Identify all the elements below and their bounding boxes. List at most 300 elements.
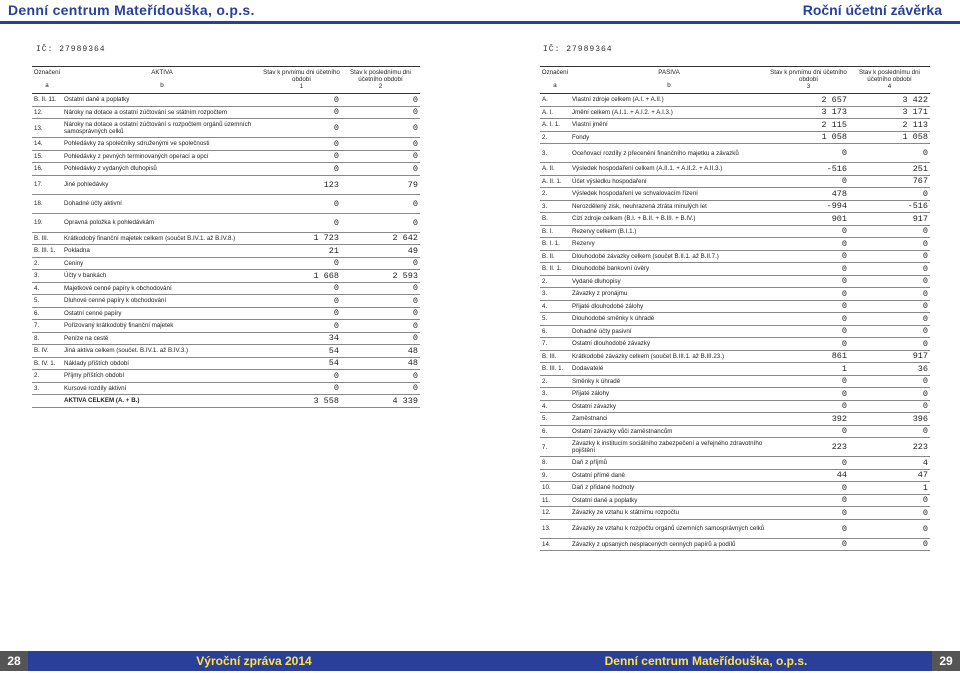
- row-code: 14.: [32, 138, 62, 151]
- table-row: [540, 188, 930, 201]
- row-value-start: 0: [768, 300, 849, 313]
- table-row: [540, 413, 930, 426]
- row-value-end: 1: [849, 482, 930, 495]
- row-value-start: 1: [768, 363, 849, 376]
- row-label: Ostatní závazky: [570, 400, 768, 413]
- row-code: 13.: [540, 519, 570, 538]
- row-value-start: 0: [768, 375, 849, 388]
- col-header-code: Označení a: [540, 67, 570, 94]
- row-value-start: 0: [768, 313, 849, 326]
- row-value-start: 123: [262, 175, 341, 194]
- table-row: [32, 106, 420, 119]
- ico-left: IČ: 27989364: [36, 45, 106, 54]
- row-value-end: 917: [849, 350, 930, 363]
- row-code: 19.: [32, 213, 62, 232]
- col-header-start: Stav k prvnímu dni účetního období 1: [262, 67, 341, 94]
- row-code: 15.: [32, 150, 62, 163]
- row-label: Ostatní závazky vůči zaměstnancům: [570, 425, 768, 438]
- row-value-end: 47: [849, 469, 930, 482]
- row-value-end: 0: [849, 263, 930, 276]
- col-header-end: Stav k poslednímu dni účetního období 4: [849, 67, 930, 94]
- row-code: B.: [540, 213, 570, 226]
- row-value-start: 54: [262, 357, 341, 370]
- row-value-end: 0: [341, 194, 420, 213]
- row-label: Výsledek hospodaření celkem (A.II.1. + A.II.2. + A.II.3.): [570, 163, 768, 176]
- row-label: Dlouhodobé bankovní úvěry: [570, 263, 768, 276]
- row-label: Fondy: [570, 131, 768, 144]
- row-value-start: 0: [262, 320, 341, 333]
- row-value-start: 0: [768, 400, 849, 413]
- table-row: [540, 400, 930, 413]
- table-row: [540, 131, 930, 144]
- row-value-start: 0: [768, 482, 849, 495]
- row-label: Ostatní daně a poplatky: [62, 94, 262, 107]
- row-value-start: 223: [768, 438, 849, 457]
- row-code: 8.: [540, 457, 570, 470]
- table-row: [32, 138, 420, 151]
- row-value-start: 0: [262, 282, 341, 295]
- row-code: 9.: [540, 469, 570, 482]
- row-value-start: 54: [262, 345, 341, 358]
- header-rule: [0, 21, 960, 24]
- row-value-end: 396: [849, 413, 930, 426]
- row-value-end: 0: [341, 370, 420, 383]
- row-value-start: 0: [262, 150, 341, 163]
- row-label: Nároky na dotace a ostatní zúčtování se státním rozpočtem: [62, 106, 262, 119]
- table-row: [540, 375, 930, 388]
- row-label: Ostatní cenné papíry: [62, 307, 262, 320]
- row-label: Oceňovací rozdíly z přecenění finančního majetku a závazků: [570, 144, 768, 163]
- row-value-end: 767: [849, 175, 930, 188]
- row-code: 3.: [32, 382, 62, 395]
- row-code: B. III. 1.: [32, 245, 62, 258]
- row-code: 18.: [32, 194, 62, 213]
- row-label: Pohledávky za společníky sdruženými ve společnosti: [62, 138, 262, 151]
- row-code: 12.: [32, 106, 62, 119]
- row-label: Rezervy celkem (B.I.1.): [570, 225, 768, 238]
- col-header-label: AKTIVA b: [62, 67, 262, 94]
- footer-left-title: Výroční zpráva 2014: [28, 651, 480, 671]
- row-label: Směnky k úhradě: [570, 375, 768, 388]
- table-row: [32, 232, 420, 245]
- row-value-end: 223: [849, 438, 930, 457]
- row-code: 5.: [540, 413, 570, 426]
- row-value-end: 0: [849, 494, 930, 507]
- row-value-start: 44: [768, 469, 849, 482]
- row-code: 2.: [32, 257, 62, 270]
- company-title: Denní centrum Mateřídouška, o.p.s.: [8, 2, 255, 18]
- table-row: [540, 313, 930, 326]
- row-value-end: 0: [849, 300, 930, 313]
- row-value-start: 861: [768, 350, 849, 363]
- row-label: Ostatní dlouhodobé závazky: [570, 338, 768, 351]
- table-row: [540, 175, 930, 188]
- row-label: Dlouhodobé směnky k úhradě: [570, 313, 768, 326]
- row-value-start: 21: [262, 245, 341, 258]
- row-code: 17.: [32, 175, 62, 194]
- row-value-end: 0: [849, 325, 930, 338]
- row-code: B. I. 1.: [540, 238, 570, 251]
- row-label: Peníze na cestě: [62, 332, 262, 345]
- row-code: 3.: [32, 270, 62, 283]
- page-number-left: 28: [0, 651, 28, 671]
- table-row: [540, 250, 930, 263]
- report-title: Roční účetní závěrka: [802, 2, 942, 18]
- row-code: 4.: [540, 400, 570, 413]
- row-label: Náklady příštích období: [62, 357, 262, 370]
- table-row: [540, 494, 930, 507]
- row-label: Jiné pohledávky: [62, 175, 262, 194]
- table-row: [540, 163, 930, 176]
- row-code: 5.: [32, 295, 62, 308]
- table-row: [32, 395, 420, 408]
- row-label: Účty v bankách: [62, 270, 262, 283]
- table-row: [32, 295, 420, 308]
- row-value-end: 0: [849, 238, 930, 251]
- row-label: Závazky ze vztahu k státnímu rozpočtu: [570, 507, 768, 520]
- table-row: [540, 457, 930, 470]
- row-label: Rezervy: [570, 238, 768, 251]
- row-value-start: 3 173: [768, 106, 849, 119]
- row-label: Dluhové cenné papíry k obchodování: [62, 295, 262, 308]
- table-row: [32, 282, 420, 295]
- row-label: Zaměstnanci: [570, 413, 768, 426]
- row-value-end: 0: [341, 295, 420, 308]
- row-label: Příjmy příštích období: [62, 370, 262, 383]
- row-code: 3.: [540, 144, 570, 163]
- row-value-end: 0: [341, 150, 420, 163]
- table-row: [32, 119, 420, 138]
- row-value-start: 392: [768, 413, 849, 426]
- row-value-start: 0: [262, 163, 341, 176]
- row-value-end: 0: [341, 282, 420, 295]
- table-row: [540, 425, 930, 438]
- row-code: 14.: [540, 538, 570, 551]
- row-value-start: 0: [262, 106, 341, 119]
- table-row: [540, 225, 930, 238]
- row-code: B. III.: [32, 232, 62, 245]
- row-value-end: 0: [849, 338, 930, 351]
- row-value-start: 478: [768, 188, 849, 201]
- table-row: [540, 363, 930, 376]
- row-value-end: 0: [849, 250, 930, 263]
- row-label: Dlouhodobé závazky celkem (součet B.II.1. až B.II.7.): [570, 250, 768, 263]
- row-value-end: 49: [341, 245, 420, 258]
- table-row: [540, 482, 930, 495]
- row-value-end: 79: [341, 175, 420, 194]
- row-value-start: 901: [768, 213, 849, 226]
- row-value-end: 0: [341, 163, 420, 176]
- row-value-end: 1 058: [849, 131, 930, 144]
- row-label: Závazky ze vztahu k rozpočtu orgánů územních samosprávných celků: [570, 519, 768, 538]
- row-code: 4.: [32, 282, 62, 295]
- row-value-end: 4 339: [341, 395, 420, 408]
- row-value-end: 0: [341, 138, 420, 151]
- row-code: 2.: [540, 188, 570, 201]
- row-label: Přijaté dlouhodobé zálohy: [570, 300, 768, 313]
- row-code: A.: [540, 94, 570, 107]
- row-label: Krátkodobý finanční majetek celkem (součet B.IV.1. až B.IV.8.): [62, 232, 262, 245]
- row-value-end: 0: [849, 400, 930, 413]
- row-code: 2.: [540, 275, 570, 288]
- table-row: [540, 275, 930, 288]
- table-row: [540, 238, 930, 251]
- footer-right-title: Denní centrum Mateřídouška, o.p.s.: [480, 651, 932, 671]
- row-value-start: 0: [262, 257, 341, 270]
- row-value-end: 36: [849, 363, 930, 376]
- row-code: 13.: [32, 119, 62, 138]
- row-label: Jmění celkem (A.I.1. + A.I.2. + A.I.3.): [570, 106, 768, 119]
- row-label: Dohadné účty aktivní: [62, 194, 262, 213]
- table-row: [540, 388, 930, 401]
- row-code: A. I.: [540, 106, 570, 119]
- row-code: 4.: [540, 300, 570, 313]
- row-label: Účet výsledku hospodaření: [570, 175, 768, 188]
- table-row: [540, 213, 930, 226]
- row-value-end: 2 113: [849, 119, 930, 132]
- row-code: 12.: [540, 507, 570, 520]
- row-code: B. IV.: [32, 345, 62, 358]
- row-value-start: 1 668: [262, 270, 341, 283]
- row-value-end: 2 593: [341, 270, 420, 283]
- row-label: Nerozdělený zisk, neuhrazená ztráta minulých let: [570, 200, 768, 213]
- table-row: [32, 345, 420, 358]
- table-row: [540, 469, 930, 482]
- row-label: Přijaté zálohy: [570, 388, 768, 401]
- row-code: 6.: [540, 425, 570, 438]
- row-value-end: 0: [341, 307, 420, 320]
- row-value-end: 0: [849, 188, 930, 201]
- col-header-start: Stav k prvnímu dni účetního období 3: [768, 67, 849, 94]
- row-code: 6.: [32, 307, 62, 320]
- row-value-end: 917: [849, 213, 930, 226]
- col-header-end: Stav k poslednímu dni účetního období 2: [341, 67, 420, 94]
- row-label: Vlastní zdroje celkem (A.I. + A.II.): [570, 94, 768, 107]
- row-label: Jiná aktiva celkem (součet. B.IV.1. až B.IV.3.): [62, 345, 262, 358]
- row-value-start: 34: [262, 332, 341, 345]
- table-row: [540, 338, 930, 351]
- row-value-end: 0: [849, 288, 930, 301]
- row-value-start: 0: [768, 519, 849, 538]
- ico-right: IČ: 27989364: [543, 45, 613, 54]
- table-row: [32, 94, 420, 107]
- row-value-start: 0: [768, 288, 849, 301]
- table-row: [540, 538, 930, 551]
- row-value-end: 0: [341, 94, 420, 107]
- row-label: Vlastní jmění: [570, 119, 768, 132]
- table-row: [32, 213, 420, 232]
- row-code: 5.: [540, 313, 570, 326]
- row-value-start: 0: [768, 457, 849, 470]
- table-row: [32, 150, 420, 163]
- row-label: Závazky z pronájmu: [570, 288, 768, 301]
- row-code: A. II.: [540, 163, 570, 176]
- row-value-end: 0: [341, 106, 420, 119]
- row-value-end: 0: [849, 507, 930, 520]
- row-code: 2.: [32, 370, 62, 383]
- row-value-start: 0: [768, 175, 849, 188]
- row-label: Dodavatelé: [570, 363, 768, 376]
- table-row: [32, 270, 420, 283]
- row-value-end: 3 422: [849, 94, 930, 107]
- row-code: 7.: [540, 338, 570, 351]
- row-code: B. III.: [540, 350, 570, 363]
- row-code: 6.: [540, 325, 570, 338]
- table-row: [32, 307, 420, 320]
- row-label: Opravná položka k pohledávkám: [62, 213, 262, 232]
- row-value-start: 0: [768, 388, 849, 401]
- row-value-end: 0: [849, 144, 930, 163]
- row-code: B. II. 1.: [540, 263, 570, 276]
- table-row: [32, 257, 420, 270]
- row-value-start: 0: [768, 225, 849, 238]
- row-value-end: 0: [341, 382, 420, 395]
- col-header-label: PASIVA b: [570, 67, 768, 94]
- row-value-end: 3 171: [849, 106, 930, 119]
- row-label: Pokladna: [62, 245, 262, 258]
- row-label: Závazky z upsaných nesplacených cenných papírů a podílů: [570, 538, 768, 551]
- table-row: [32, 332, 420, 345]
- table-row: [540, 350, 930, 363]
- row-value-start: 0: [768, 275, 849, 288]
- table-row: [540, 119, 930, 132]
- row-code: B. III. 1.: [540, 363, 570, 376]
- row-value-start: -994: [768, 200, 849, 213]
- row-code: 3.: [540, 200, 570, 213]
- row-code: 10.: [540, 482, 570, 495]
- liabilities-table: [540, 66, 930, 551]
- row-value-start: 0: [262, 213, 341, 232]
- col-header-code: Označení a: [32, 67, 62, 94]
- row-value-end: 0: [341, 257, 420, 270]
- table-row: [32, 245, 420, 258]
- row-code: 11.: [540, 494, 570, 507]
- row-code: A. I. 1.: [540, 119, 570, 132]
- row-value-end: 0: [849, 425, 930, 438]
- row-label: Pohledávky z pevných terminovaných operací a opcí: [62, 150, 262, 163]
- row-code: 3.: [540, 388, 570, 401]
- row-value-end: 0: [849, 313, 930, 326]
- row-label: Daň z příjmů: [570, 457, 768, 470]
- row-code: 2.: [540, 131, 570, 144]
- table-row: [32, 175, 420, 194]
- row-value-start: 0: [262, 382, 341, 395]
- table-row: [540, 438, 930, 457]
- row-value-end: -516: [849, 200, 930, 213]
- row-value-start: 0: [262, 138, 341, 151]
- row-value-start: 0: [262, 94, 341, 107]
- row-code: B. I.: [540, 225, 570, 238]
- page-number-right: 29: [932, 651, 960, 671]
- table-row: [540, 288, 930, 301]
- row-code: 7.: [32, 320, 62, 333]
- assets-table: [32, 66, 420, 408]
- table-row: [32, 163, 420, 176]
- row-label: Pořizovaný krátkodobý finanční majetek: [62, 320, 262, 333]
- row-code: A. II. 1.: [540, 175, 570, 188]
- table-row: [32, 194, 420, 213]
- row-value-start: 0: [768, 425, 849, 438]
- table-row: [540, 263, 930, 276]
- row-value-start: 0: [768, 144, 849, 163]
- row-value-start: 0: [768, 507, 849, 520]
- row-value-start: 0: [768, 494, 849, 507]
- row-value-start: 1 058: [768, 131, 849, 144]
- row-label: Kursové rozdíly aktivní: [62, 382, 262, 395]
- row-value-start: 3 558: [262, 395, 341, 408]
- row-code: 8.: [32, 332, 62, 345]
- row-label: Ostatní daně a poplatky: [570, 494, 768, 507]
- row-code: 7.: [540, 438, 570, 457]
- row-label: Závazky k institucím sociálního zabezpečení a veřejného zdravotního pojištění: [570, 438, 768, 457]
- row-value-end: 0: [849, 225, 930, 238]
- row-label: Pohledávky z vydaných dluhopisů: [62, 163, 262, 176]
- row-value-end: 0: [341, 320, 420, 333]
- row-value-start: 0: [768, 238, 849, 251]
- row-code: B. II.: [540, 250, 570, 263]
- row-code: B. IV. 1.: [32, 357, 62, 370]
- row-label: Nároky na dotace a ostatní zúčtování s rozpočtem orgánů územních samosprávných celků: [62, 119, 262, 138]
- row-value-end: 48: [341, 357, 420, 370]
- row-label: Ceniny: [62, 257, 262, 270]
- table-row: [540, 325, 930, 338]
- row-value-end: 0: [341, 119, 420, 138]
- row-code: 16.: [32, 163, 62, 176]
- table-row: [540, 519, 930, 538]
- table-row: [540, 200, 930, 213]
- row-value-start: 2 115: [768, 119, 849, 132]
- row-value-end: 251: [849, 163, 930, 176]
- row-value-end: 0: [849, 375, 930, 388]
- row-value-start: -516: [768, 163, 849, 176]
- row-value-end: 0: [849, 275, 930, 288]
- row-value-end: 0: [341, 213, 420, 232]
- row-label: Dohadné účty pasivní: [570, 325, 768, 338]
- row-label: Krátkodobé závazky celkem (součet B.III.1. až B.III.23.): [570, 350, 768, 363]
- row-value-start: 0: [768, 538, 849, 551]
- row-label: Vydané dluhopisy: [570, 275, 768, 288]
- row-value-start: 0: [262, 295, 341, 308]
- row-code: 3.: [540, 288, 570, 301]
- row-label: Ostatní přímé daně: [570, 469, 768, 482]
- row-code: [32, 395, 62, 408]
- row-value-end: 0: [341, 332, 420, 345]
- row-label: AKTIVA CELKEM (A. + B.): [62, 395, 262, 408]
- table-row: [540, 507, 930, 520]
- row-value-end: 2 642: [341, 232, 420, 245]
- table-row: [540, 94, 930, 107]
- row-value-start: 0: [262, 307, 341, 320]
- row-label: Cizí zdroje celkem (B.I. + B.II. + B.III. + B.IV.): [570, 213, 768, 226]
- table-row: [540, 106, 930, 119]
- row-label: Výsledek hospodaření ve schvalovacím řízení: [570, 188, 768, 201]
- row-value-start: 1 723: [262, 232, 341, 245]
- row-code: B. II. 11.: [32, 94, 62, 107]
- row-value-end: 48: [341, 345, 420, 358]
- row-value-end: 4: [849, 457, 930, 470]
- table-row: [32, 370, 420, 383]
- table-row: [32, 357, 420, 370]
- row-value-start: 0: [768, 263, 849, 276]
- row-value-start: 0: [262, 119, 341, 138]
- table-row: [540, 144, 930, 163]
- row-value-start: 2 657: [768, 94, 849, 107]
- row-value-start: 0: [262, 194, 341, 213]
- row-value-start: 0: [262, 370, 341, 383]
- row-value-end: 0: [849, 388, 930, 401]
- row-code: 2.: [540, 375, 570, 388]
- table-row: [540, 300, 930, 313]
